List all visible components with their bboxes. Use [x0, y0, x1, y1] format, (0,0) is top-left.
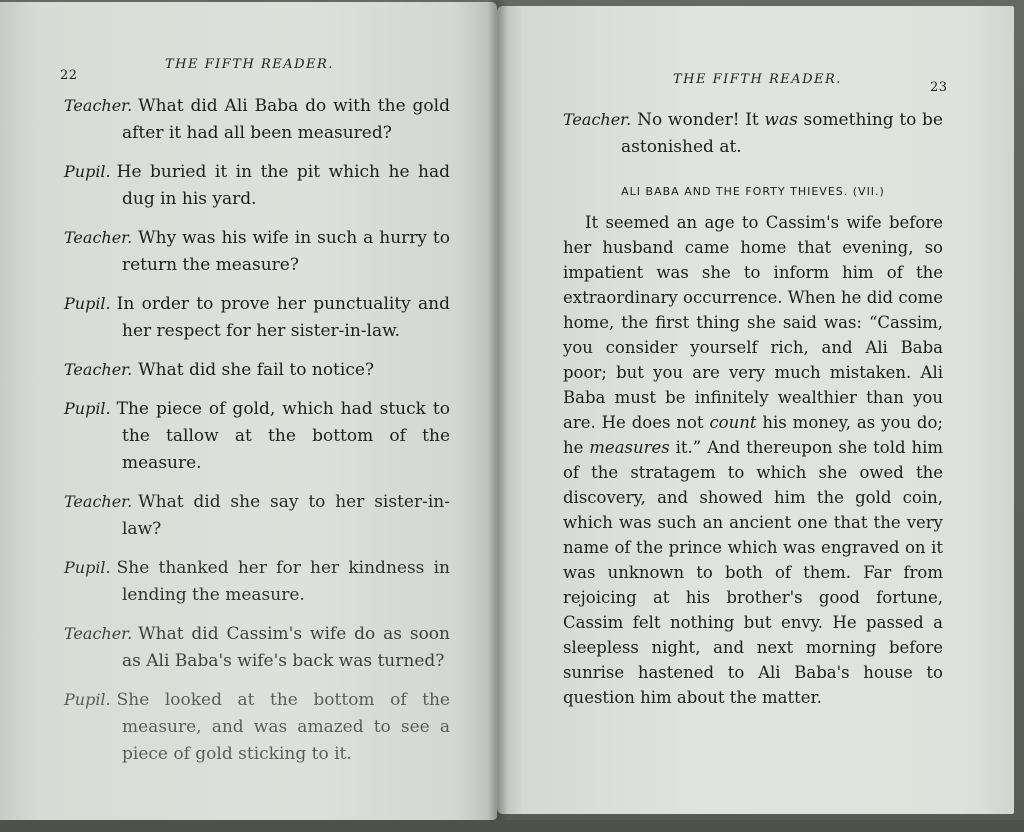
speaker-label: Teacher. — [64, 624, 133, 643]
dialogue-line — [64, 158, 450, 213]
dialogue-line — [64, 395, 450, 477]
speaker-label: Teacher. — [64, 96, 133, 115]
dialogue-line — [64, 92, 450, 147]
dialogue-line — [64, 224, 450, 279]
dialogue-text: What did she say to her sister-in-law? — [122, 492, 450, 539]
book-gutter — [488, 0, 508, 832]
speaker-label: Teacher. — [64, 228, 133, 247]
right-content — [563, 106, 943, 710]
speaker-label: Pupil. — [64, 558, 111, 577]
dialogue-text: What did Ali Baba do with the gold after it had all been measured? — [122, 96, 450, 143]
dialogue-line — [64, 356, 450, 384]
left-dialogue — [64, 92, 450, 779]
dialogue-line — [563, 106, 943, 161]
speaker-label: Pupil. — [64, 690, 111, 709]
right-page — [497, 6, 1014, 814]
body-paragraph — [563, 210, 943, 710]
paragraph-emphasis: count — [709, 413, 757, 432]
section-title: ALI BABA AND THE FORTY THIEVES. (VII.) — [621, 185, 885, 198]
speaker-label: Pupil. — [64, 294, 111, 313]
dialogue-text: In order to prove her punctuality and her respect for her sister-in-law. — [116, 294, 450, 341]
page-number: 22 — [60, 68, 78, 83]
speaker-label: Pupil. — [64, 162, 111, 181]
speaker-label: Teacher. — [563, 110, 632, 129]
dialogue-text: something to be astonished at. — [621, 110, 943, 157]
dialogue-text: She thanked her for her kindness in lending the measure. — [116, 558, 450, 605]
dialogue-emphasis: was — [764, 110, 798, 130]
dialogue-text: Why was his wife in such a hurry to return the measure? — [122, 228, 450, 275]
dialogue-line — [64, 488, 450, 543]
speaker-label: Teacher. — [64, 360, 133, 379]
paragraph-text: his money, as you do; he — [563, 413, 943, 457]
dialogue-line — [64, 290, 450, 345]
speaker-label: Teacher. — [64, 492, 133, 511]
dialogue-line — [64, 554, 450, 609]
paragraph-text: it.” And thereupon she told him of the stratagem to which she owed the discovery, and showed him the gold coin, which was such an ancient one that the very name of the prince which was engraved on it was unknown to both of them. Far from rejoicing at his brother's good fortune, Cassim felt nothing but envy. He passed a sleepless night, and next morning before sunrise hastened to Ali Baba's house to question him about the matter. — [563, 438, 943, 707]
dialogue-line — [64, 620, 450, 675]
dialogue-text: What did she fail to notice? — [138, 360, 375, 380]
page-number: 23 — [930, 80, 948, 95]
running-title: THE FIFTH READER. — [165, 57, 334, 72]
running-title: THE FIFTH READER. — [673, 72, 842, 87]
speaker-label: Pupil. — [64, 399, 111, 418]
left-page — [0, 2, 497, 820]
dialogue-text: What did Cassim's wife do as soon as Ali Baba's wife's back was turned? — [122, 624, 450, 671]
table-surface — [0, 820, 1024, 832]
paragraph-text: It seemed an age to Cassim's wife before her husband came home that evening, so impatient was she to inform him of the extraordinary occurrence. When he did come home, the first thing she said was: “Cassim, you consider yourself rich, and Ali Baba poor; but you are very much mistaken. Ali Baba must be infinitely wealthier than you are. He does not — [563, 213, 943, 432]
dialogue-text: No wonder! It — [637, 110, 765, 130]
paragraph-emphasis: measures — [589, 438, 670, 457]
dialogue-text: She looked at the bottom of the measure, and was amazed to see a piece of gold sticking to it. — [116, 690, 450, 764]
dialogue-line — [64, 686, 450, 768]
dialogue-text: The piece of gold, which had stuck to the tallow at the bottom of the measure. — [116, 399, 450, 473]
dialogue-text: He buried it in the pit which he had dug in his yard. — [116, 162, 450, 209]
